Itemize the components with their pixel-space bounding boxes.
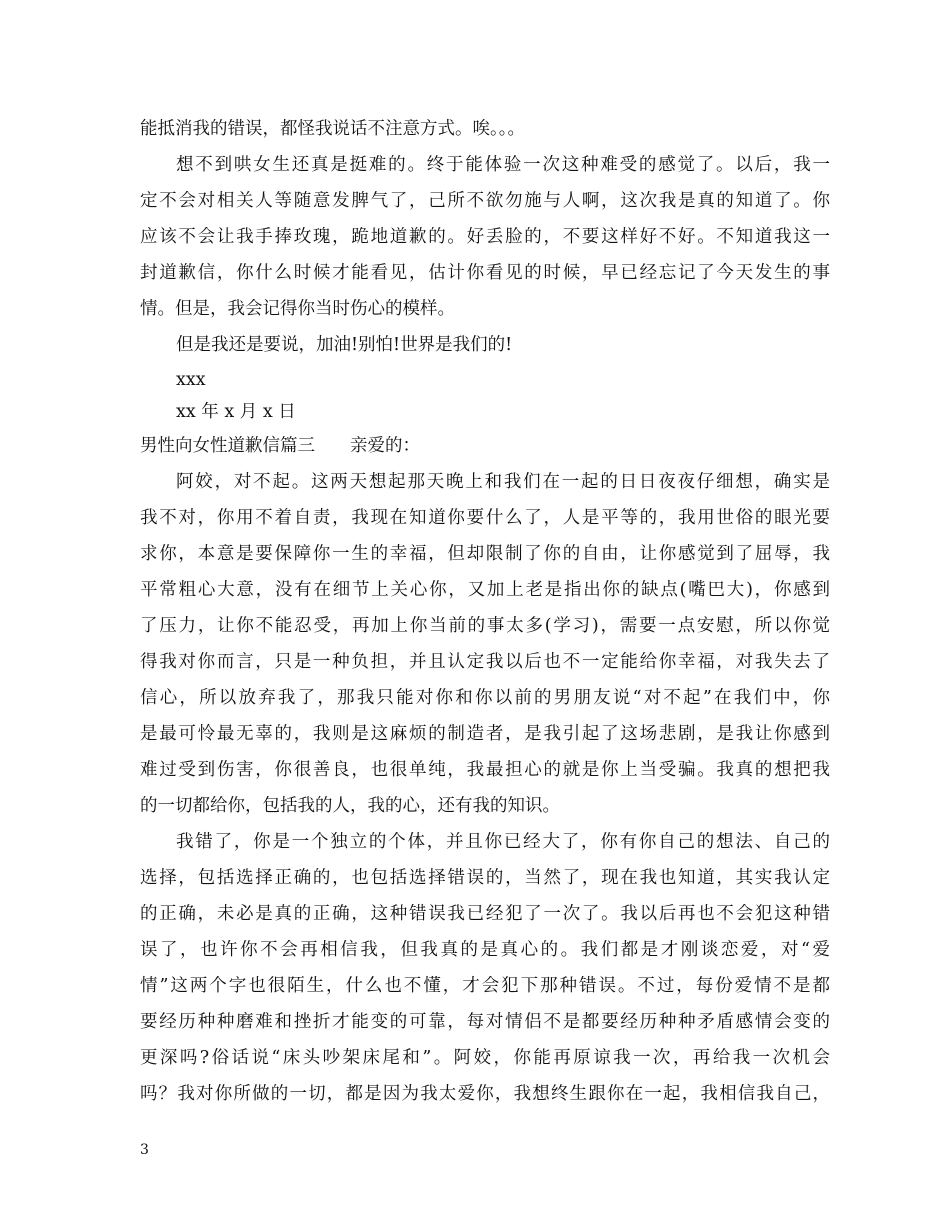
signature: xxx: [176, 370, 206, 390]
text-line: 封道歉信，你什么时候才能看见，估计你看见的时候，早已经忘记了今天发生的事: [140, 263, 830, 283]
text-line: 定不会对相关人等随意发脾气了，己所不欲勿施与人啊，这次我是真的知道了。你: [140, 191, 830, 211]
text-line: 吗？我对你所做的一切，都是因为我太爱你，我想终生跟你在一起，我相信我自己，: [140, 1084, 830, 1104]
text-line: 要经历种种磨难和挫折才能变的可靠，每对情侣不是都要经历种种矛盾感情会变的: [140, 1012, 830, 1032]
text-line: 更深吗?俗话说“床头吵架床尾和”。阿姣，你能再原谅我一次，再给我一次机会: [140, 1048, 830, 1068]
section-heading: 男性向女性道歉信篇三 亲爱的：: [140, 436, 420, 456]
date-line: xx 年 x 月 x 日: [176, 402, 296, 422]
text-line: 信心，所以放弃我了，那我只能对你和你以前的男朋友说“对不起”在我们中，你: [140, 688, 830, 708]
text-line: 求你，本意是要保障你一生的幸福，但却限制了你的自由，让你感觉到了屈辱，我: [140, 544, 830, 564]
text-line: 想不到哄女生还真是挺难的。终于能体验一次这种难受的感觉了。以后，我一: [176, 155, 830, 175]
text-line: 误了，也许你不会再相信我，但我真的是真心的。我们都是才刚谈恋爱，对“爱: [140, 940, 830, 960]
text-line: 的正确，未必是真的正确，这种错误我已经犯了一次了。我以后再也不会犯这种错: [140, 904, 830, 924]
text-line: 选择，包括选择正确的，也包括选择错误的，当然了，现在我也知道，其实我认定: [140, 868, 830, 888]
text-line: 情。但是，我会记得你当时伤心的模样。: [140, 299, 455, 319]
text-line: 我不对，你用不着自责，我现在知道你要什么了，人是平等的，我用世俗的眼光要: [140, 508, 830, 528]
text-line: 情”这两个字也很陌生，什么也不懂，才会犯下那种错误。不过，每份爱情不是都: [140, 976, 830, 996]
text-line: 了压力，让你不能忍受，再加上你当前的事太多(学习)，需要一点安慰，所以你觉: [140, 616, 830, 636]
text-line: 平常粗心大意，没有在细节上关心你，又加上老是指出你的缺点(嘴巴大)，你感到: [140, 580, 830, 600]
text-line: 能抵消我的错误，都怪我说话不注意方式。唉。。。: [140, 119, 525, 139]
text-line: 得我对你而言，只是一种负担，并且认定我以后也不一定能给你幸福，对我失去了: [140, 652, 830, 672]
text-line: 我错了，你是一个独立的个体，并且你已经大了，你有你自己的想法、自己的: [176, 832, 830, 852]
page-number: 3: [140, 1142, 149, 1158]
text-line: 的一切都给你，包括我的人，我的心，还有我的知识。: [140, 796, 560, 816]
text-line: 阿姣，对不起。这两天想起那天晚上和我们在一起的日日夜夜仔细想，确实是: [176, 472, 830, 492]
text-line: 但是我还是要说，加油!别怕!世界是我们的!: [176, 335, 513, 355]
text-line: 难过受到伤害，你很善良，也很单纯，我最担心的就是你上当受骗。我真的想把我: [140, 760, 830, 780]
text-line: 是最可怜最无辜的，我则是这麻烦的制造者，是我引起了这场悲剧，是我让你感到: [140, 724, 830, 744]
text-line: 应该不会让我手捧玫瑰，跪地道歉的。好丢脸的，不要这样好不好。不知道我这一: [140, 227, 830, 247]
